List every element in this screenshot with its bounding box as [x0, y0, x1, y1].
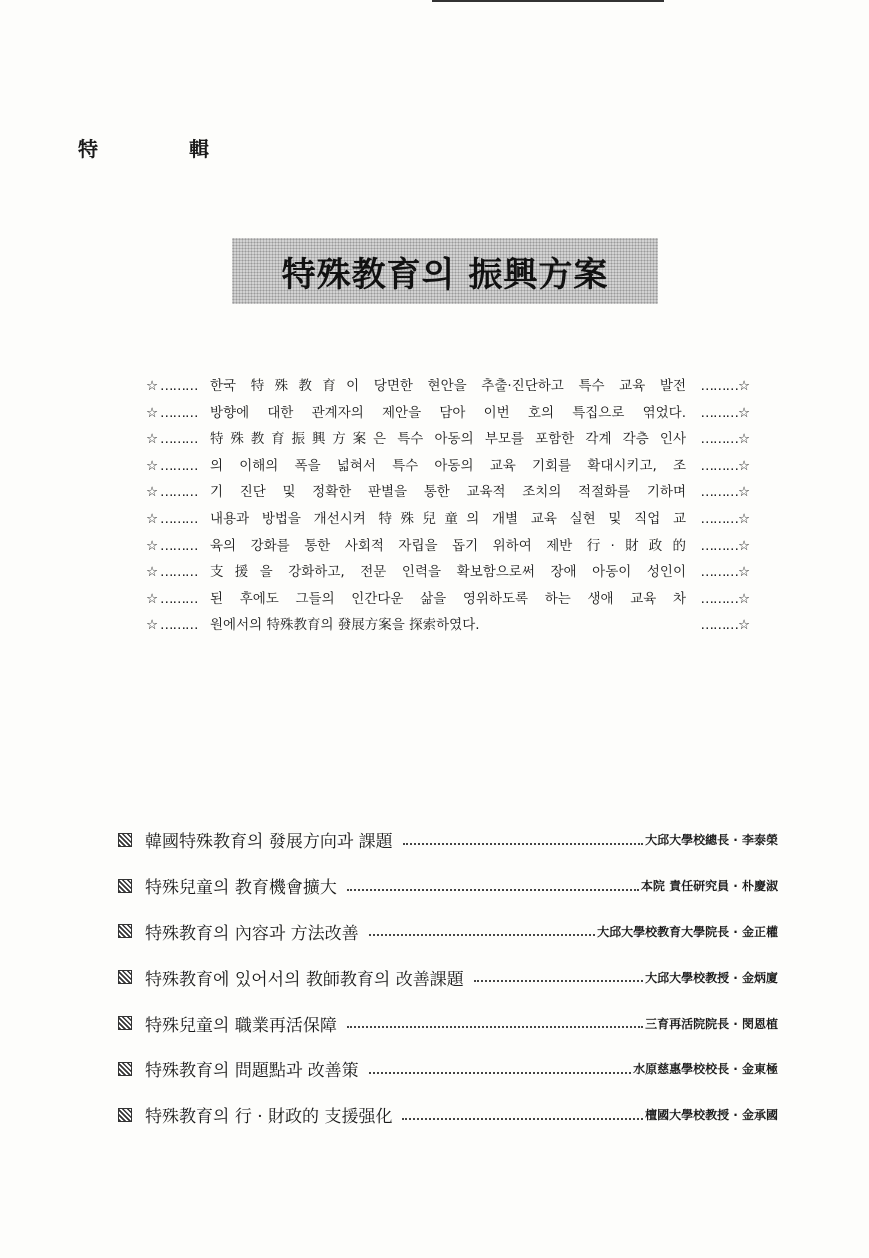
hatched-square-icon	[118, 879, 132, 893]
title-banner	[232, 238, 658, 304]
hatched-square-icon	[118, 833, 132, 847]
leader-dots: ………	[700, 484, 738, 501]
star-icon: ☆	[738, 484, 751, 501]
toc-author: 大邱大學校教育大學院長 · 金正權	[597, 924, 778, 939]
leader-dots: ………	[160, 431, 198, 448]
toc-entry[interactable]	[118, 909, 778, 955]
leader-dots: ………	[700, 378, 738, 394]
star-icon: ☆	[738, 564, 751, 581]
leader-dots	[347, 881, 639, 891]
leader-dots	[403, 835, 643, 845]
star-icon: ☆	[738, 431, 751, 448]
leader-dots	[347, 1018, 643, 1028]
star-icon: ☆	[146, 510, 159, 527]
star-icon: ☆	[146, 537, 159, 554]
toc-author: 三育再活院院長 · 閔恩植	[645, 1016, 778, 1031]
intro-line	[146, 374, 752, 401]
leader-dots: ………	[700, 617, 738, 634]
intro-text: 의 이해의 폭을 넓혀서 특수 아동의 교육 기회를 확대시키고, 조	[210, 457, 686, 474]
star-icon: ☆	[146, 378, 159, 394]
toc-title: 特殊兒童의 職業再活保障	[145, 1015, 337, 1036]
star-icon: ☆	[146, 457, 159, 474]
leader-dots: ………	[160, 564, 198, 581]
page-title: 特殊教育의 振興方案	[281, 254, 609, 295]
toc-title: 特殊教育의 問題點과 改善策	[145, 1061, 359, 1082]
toc-title: 特殊教育에 있어서의 教師教育의 改善課題	[145, 969, 464, 990]
toc-title: 特殊兒童의 教育機會擴大	[145, 878, 337, 899]
star-icon: ☆	[738, 404, 751, 421]
leader-dots: ………	[160, 484, 198, 501]
leader-dots: ………	[160, 590, 198, 607]
leader-dots	[369, 1064, 631, 1074]
hatched-square-icon	[118, 1016, 132, 1030]
intro-line	[146, 480, 752, 507]
leader-dots	[474, 972, 643, 982]
leader-dots: ………	[700, 590, 738, 607]
hatched-square-icon	[118, 1062, 132, 1076]
star-icon: ☆	[738, 537, 751, 554]
intro-text: 特殊教育振興方案은 특수 아동의 부모를 포함한 각계 각층 인사	[210, 431, 686, 448]
intro-text: 육의 강화를 통한 사회적 자립을 돕기 위하여 제반 行·財政的	[210, 537, 686, 554]
star-icon: ☆	[146, 564, 159, 581]
table-of-contents	[118, 817, 778, 1138]
leader-dots: ………	[700, 564, 738, 581]
toc-title: 特殊教育의 內容과 方法改善	[145, 923, 359, 944]
toc-entry[interactable]	[118, 1000, 778, 1046]
intro-text: 支援을 강화하고, 전문 인력을 확보함으로써 장애 아동이 성인이	[210, 564, 686, 581]
toc-title: 韓國特殊教育의 發展方向과 課題	[145, 832, 393, 853]
leader-dots: ………	[700, 404, 738, 421]
intro-text: 된 후에도 그들의 인간다운 삶을 영위하도록 하는 생애 교육 차	[210, 590, 686, 607]
toc-entry[interactable]	[118, 817, 778, 863]
star-icon: ☆	[146, 404, 159, 421]
leader-dots: ………	[700, 510, 738, 527]
star-icon: ☆	[738, 617, 751, 634]
intro-line	[146, 613, 752, 640]
toc-title: 特殊教育의 行 · 財政的 支援强化	[145, 1107, 393, 1128]
leader-dots: ………	[700, 457, 738, 474]
hatched-square-icon	[118, 970, 132, 984]
leader-dots: ………	[160, 510, 198, 527]
leader-dots	[402, 1110, 643, 1120]
leader-dots: ………	[160, 457, 198, 474]
section-label: 特 輯	[78, 137, 251, 161]
intro-line	[146, 560, 752, 587]
leader-dots	[369, 926, 595, 936]
leader-dots: ………	[700, 431, 738, 448]
toc-entry[interactable]	[118, 1092, 778, 1138]
star-icon: ☆	[738, 510, 751, 527]
intro-text: 내용과 방법을 개선시켜 特殊兒童의 개별 교육 실현 및 직업 교	[210, 510, 686, 527]
toc-entry[interactable]	[118, 954, 778, 1000]
star-icon: ☆	[146, 431, 159, 448]
hatched-square-icon	[118, 924, 132, 938]
toc-author: 大邱大學校教授 · 金炳廈	[645, 970, 778, 985]
intro-line	[146, 454, 752, 481]
star-icon: ☆	[146, 484, 159, 501]
leader-dots: ………	[160, 378, 198, 394]
star-icon: ☆	[738, 378, 751, 394]
hatched-square-icon	[118, 1108, 132, 1122]
intro-line	[146, 587, 752, 614]
intro-line	[146, 401, 752, 428]
star-icon: ☆	[146, 590, 159, 607]
toc-author: 水原慈惠學校校長 · 金東極	[633, 1062, 778, 1077]
intro-text: 원에서의 特殊教育의 發展方案을 探索하였다.	[210, 617, 480, 634]
leader-dots: ………	[160, 404, 198, 421]
toc-entry[interactable]	[118, 1046, 778, 1092]
star-icon: ☆	[146, 617, 159, 634]
top-rule	[432, 0, 664, 2]
star-icon: ☆	[738, 590, 751, 607]
intro-line	[146, 427, 752, 454]
leader-dots: ………	[700, 537, 738, 554]
intro-paragraph	[146, 374, 752, 640]
intro-line	[146, 507, 752, 534]
intro-text: 기 진단 및 정확한 판별을 통한 교육적 조치의 적절화를 기하며	[210, 484, 686, 501]
toc-entry[interactable]	[118, 863, 778, 909]
leader-dots: ………	[160, 537, 198, 554]
intro-text: 방향에 대한 관계자의 제안을 담아 이번 호의 특집으로 엮었다.	[210, 404, 686, 421]
toc-author: 檀國大學校教授 · 金承國	[645, 1108, 778, 1123]
intro-line	[146, 534, 752, 561]
star-icon: ☆	[738, 457, 751, 474]
toc-author: 大邱大學校總長 · 李泰榮	[645, 833, 778, 848]
leader-dots: ………	[160, 617, 198, 634]
toc-author: 本院 責任研究員 · 朴慶淑	[640, 879, 778, 894]
intro-text: 한국 特殊教育이 당면한 현안을 추출·진단하고 특수 교육 발전	[210, 378, 686, 394]
